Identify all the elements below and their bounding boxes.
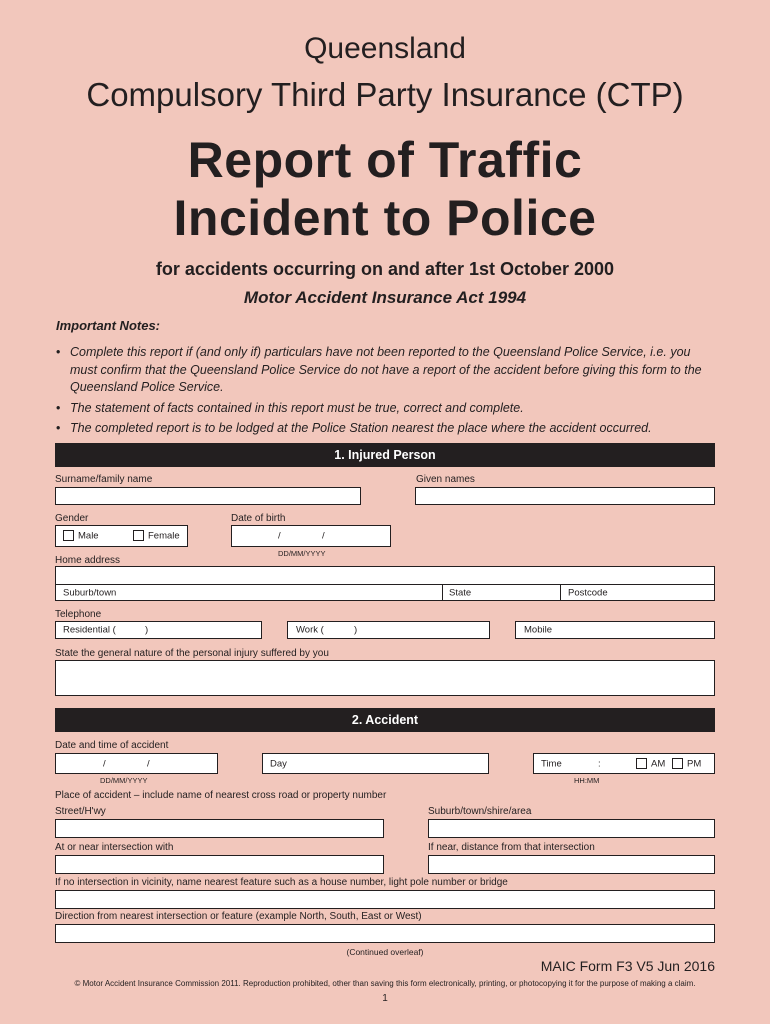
am-checkbox[interactable] bbox=[636, 758, 647, 769]
home-address-label: Home address bbox=[55, 555, 121, 566]
given-names-field[interactable] bbox=[415, 487, 715, 505]
work-label: Work ( bbox=[296, 624, 324, 636]
accident-time-field[interactable] bbox=[533, 753, 715, 774]
date-slash: / bbox=[322, 530, 325, 542]
intersection-field[interactable] bbox=[55, 855, 384, 874]
form-subtitle: for accidents occurring on and after 1st October 2000 bbox=[155, 259, 615, 279]
continued-note: (Continued overleaf) bbox=[346, 947, 424, 957]
form-code: MAIC Form F3 V5 Jun 2016 bbox=[540, 958, 715, 974]
suburb-label: Suburb/town bbox=[63, 587, 117, 599]
day-label: Day bbox=[270, 758, 287, 769]
page-number: 1 bbox=[382, 993, 388, 1004]
female-label: Female bbox=[148, 530, 180, 542]
surname-field[interactable] bbox=[55, 487, 361, 505]
note-item: • The completed report is to be lodged at the Police Station nearest the place where the accident occurred. bbox=[56, 420, 706, 438]
gender-field bbox=[55, 525, 188, 547]
street-field[interactable] bbox=[55, 819, 384, 838]
female-checkbox[interactable] bbox=[133, 530, 144, 541]
place-label: Place of accident – include name of nearest cross road or property number bbox=[55, 790, 387, 801]
section1-header: 1. Injured Person bbox=[55, 443, 715, 467]
street-label: Street/H'wy bbox=[55, 806, 106, 817]
surname-label: Surname/family name bbox=[55, 474, 153, 485]
postcode-label: Postcode bbox=[568, 587, 608, 599]
intersection-label: At or near intersection with bbox=[55, 842, 174, 853]
am-label: AM bbox=[651, 758, 666, 769]
pm-label: PM bbox=[687, 758, 702, 769]
accident-suburb-field[interactable] bbox=[428, 819, 715, 838]
injury-label: State the general nature of the personal injury suffered by you bbox=[55, 648, 329, 659]
dob-field[interactable] bbox=[231, 525, 391, 547]
male-label: Male bbox=[78, 530, 99, 542]
form-scheme-heading: Compulsory Third Party Insurance (CTP) bbox=[86, 76, 684, 113]
mobile-label: Mobile bbox=[524, 624, 552, 636]
date-slash: / bbox=[103, 758, 106, 769]
dob-format-hint: DD/MM/YYYY bbox=[278, 549, 326, 558]
form-title-line2: Incident to Police bbox=[173, 190, 597, 246]
paren-close: ) bbox=[145, 624, 149, 636]
paren-close: ) bbox=[354, 624, 358, 636]
accident-day-field[interactable] bbox=[262, 753, 489, 774]
form-title-line1: Report of Traffic bbox=[187, 132, 583, 188]
accident-suburb-label: Suburb/town/shire/area bbox=[428, 806, 532, 817]
notes-list bbox=[56, 344, 706, 441]
accident-date-field[interactable] bbox=[55, 753, 218, 774]
date-slash: / bbox=[147, 758, 150, 769]
distance-label: If near, distance from that intersection bbox=[428, 842, 595, 853]
residential-label: Residential ( bbox=[63, 624, 116, 636]
work-phone-field[interactable] bbox=[287, 621, 490, 639]
form-state-heading: Queensland bbox=[304, 32, 466, 65]
accident-datetime-label: Date and time of accident bbox=[55, 740, 169, 751]
direction-label: Direction from nearest intersection or feature (example North, South, East or West) bbox=[55, 911, 422, 922]
telephone-label: Telephone bbox=[55, 609, 102, 620]
gender-label: Gender bbox=[55, 513, 89, 524]
time-separator: : bbox=[598, 758, 601, 769]
section2-header: 2. Accident bbox=[55, 708, 715, 732]
pm-checkbox[interactable] bbox=[672, 758, 683, 769]
time-format-hint: HH:MM bbox=[574, 776, 600, 785]
residential-phone-field[interactable] bbox=[55, 621, 262, 639]
injury-field[interactable] bbox=[55, 660, 715, 696]
notes-title: Important Notes: bbox=[56, 318, 160, 333]
given-names-label: Given names bbox=[416, 474, 475, 485]
male-checkbox[interactable] bbox=[63, 530, 74, 541]
date-slash: / bbox=[278, 530, 281, 542]
dob-label: Date of birth bbox=[231, 513, 286, 524]
distance-field[interactable] bbox=[428, 855, 715, 874]
mobile-phone-field[interactable] bbox=[515, 621, 715, 639]
nearest-feature-field[interactable] bbox=[55, 890, 715, 909]
note-item: • Complete this report if (and only if) particulars have not been reported to the Queensland Police Service, i.e. you must confirm that the Queensland Police Service do not have a report of the accident before giving this form to the Queensland Police Service. bbox=[56, 344, 706, 397]
time-label: Time bbox=[541, 758, 562, 769]
state-label: State bbox=[449, 587, 472, 599]
direction-field[interactable] bbox=[55, 924, 715, 943]
no-intersection-label: If no intersection in vicinity, name nearest feature such as a house number, light pole number or bridge bbox=[55, 877, 508, 888]
copyright-notice: © Motor Accident Insurance Commission 2011. Reproduction prohibited, other than saving this form electronically, printing, or photocopying it for the purpose of making a claim. bbox=[74, 979, 696, 988]
note-item: • The statement of facts contained in this report must be true, correct and complete. bbox=[56, 400, 706, 418]
form-act: Motor Accident Insurance Act 1994 bbox=[243, 288, 527, 307]
accident-date-format-hint: DD/MM/YYYY bbox=[100, 776, 148, 785]
home-address-field[interactable] bbox=[55, 566, 715, 601]
